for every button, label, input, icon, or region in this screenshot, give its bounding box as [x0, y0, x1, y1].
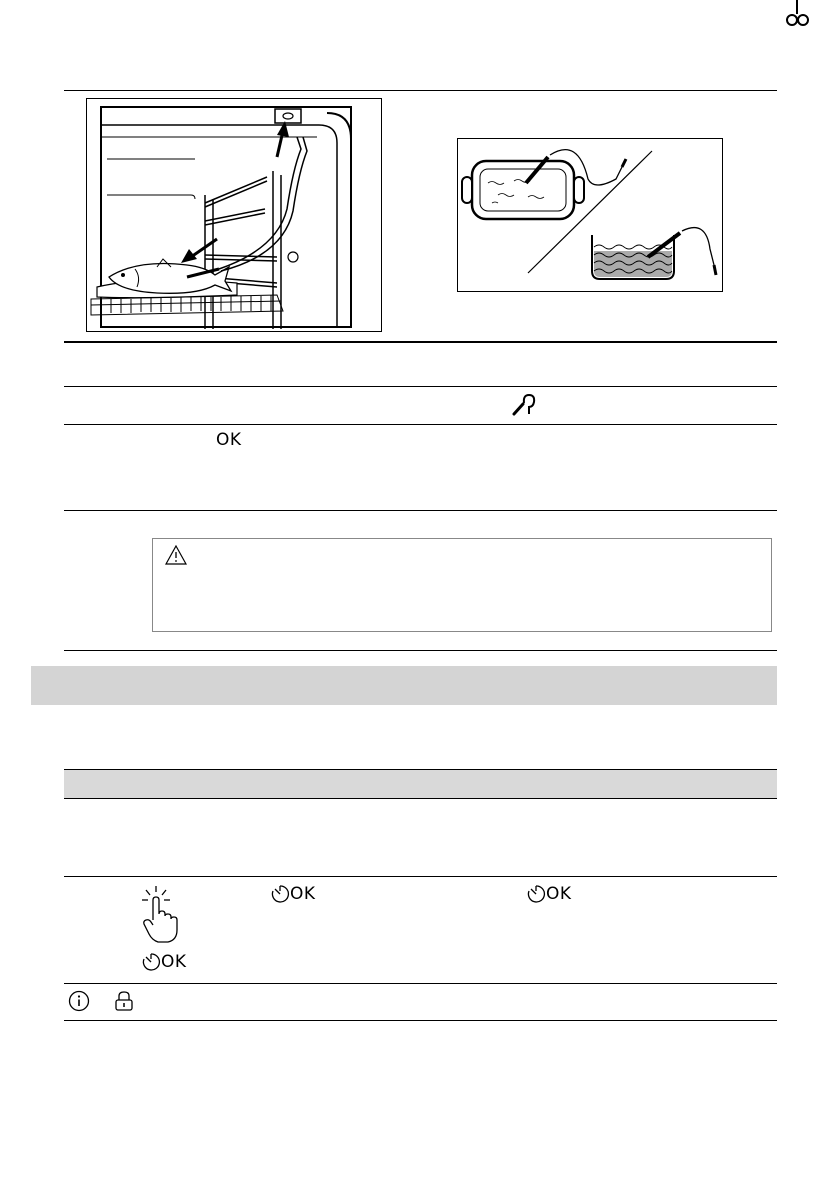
oven-probe-illustration — [86, 98, 382, 332]
info-icon — [68, 990, 90, 1012]
row-rule-7 — [64, 1020, 777, 1021]
scissors-icon — [782, 0, 812, 30]
top-rule — [64, 90, 777, 91]
timer-icon — [141, 951, 161, 973]
timer-icon — [526, 883, 546, 905]
timer-ok-label-2: OK — [546, 884, 572, 904]
row-rule-3 — [64, 510, 777, 511]
probe-in-dish-illustration — [457, 138, 723, 292]
row-rule-6 — [64, 983, 777, 984]
timer-icon — [270, 883, 290, 905]
timer-ok-key-1 — [270, 882, 316, 906]
row-rule-5 — [64, 876, 777, 877]
warning-icon — [165, 545, 187, 565]
row-rule-4 — [64, 650, 777, 651]
row-rule-1 — [64, 386, 777, 387]
touch-finger-icon — [140, 884, 180, 944]
timer-ok-label-3: OK — [161, 952, 187, 972]
illustration-bottom-rule — [64, 341, 777, 343]
row-rule-2 — [64, 424, 777, 425]
warning-box — [152, 538, 772, 632]
timer-ok-key-3 — [141, 950, 187, 974]
lock-icon — [114, 990, 134, 1012]
timer-ok-key-2 — [526, 882, 572, 906]
ok-key: OK — [216, 430, 242, 450]
section-header-bar — [31, 666, 777, 705]
timer-ok-label-1: OK — [290, 884, 316, 904]
core-temperature-probe-icon — [511, 392, 537, 418]
table-header-bar — [64, 769, 777, 799]
